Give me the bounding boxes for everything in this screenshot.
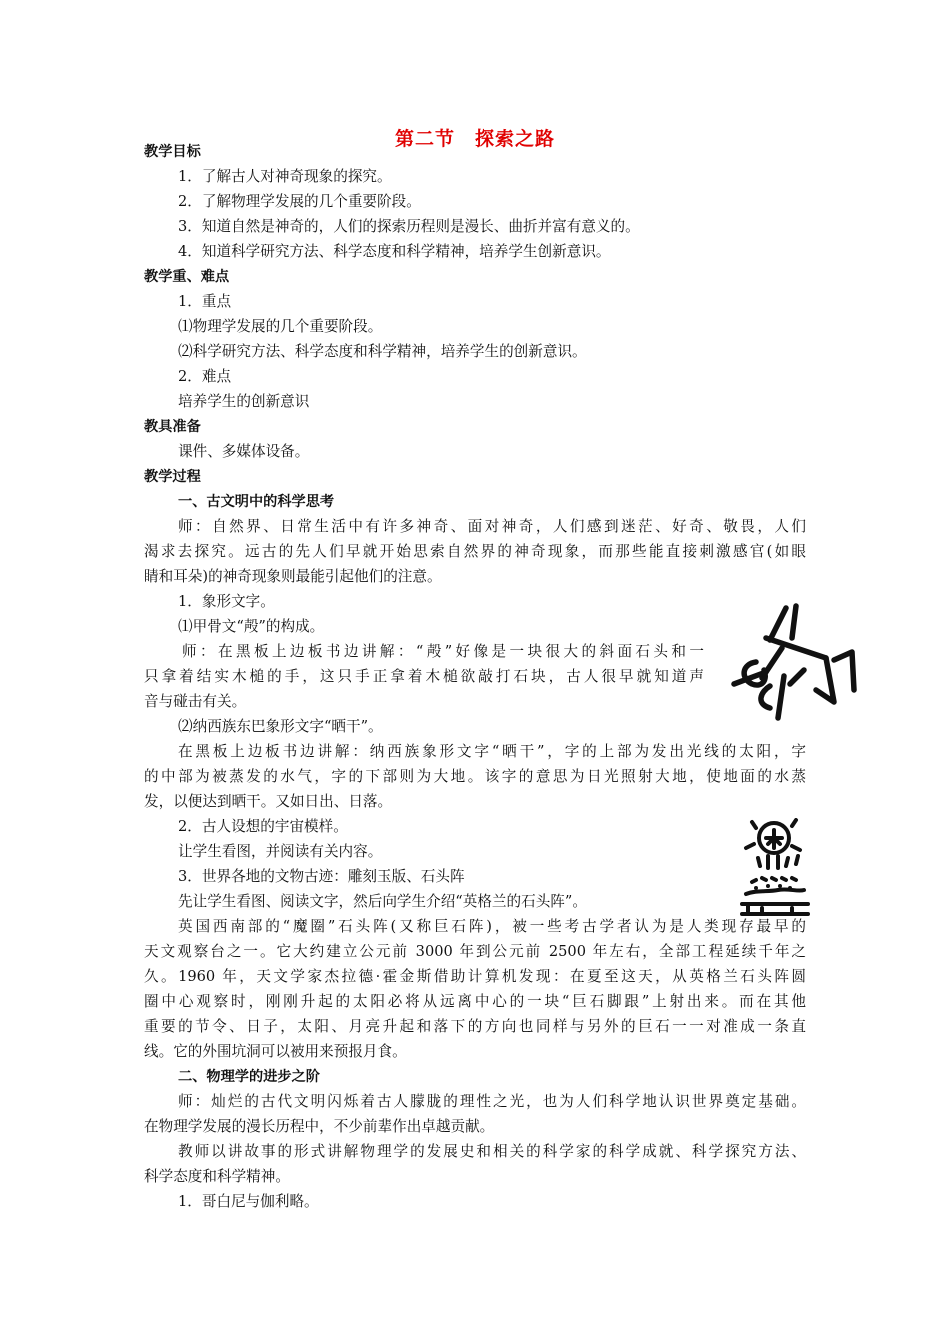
section-heading: 教学重、难点	[144, 269, 230, 285]
text-line: 先让学生看图、阅读文字，然后向学生介绍“英格兰的石头阵”。	[178, 893, 587, 910]
text-line: 睛和耳朵)的神奇现象则最能引起他们的注意。	[144, 568, 442, 585]
text-line: 的中部为被蒸发的水气，字的下部则为大地。该字的意思为日光照射大地，使地面的水蒸	[144, 768, 806, 785]
section-heading: 教学过程	[144, 469, 201, 485]
text-line: 线。它的外围坑洞可以被用来预报月食。	[144, 1043, 407, 1060]
text-line: 英国西南部的“魔圈”石头阵(又称巨石阵)，被一些考古学者认为是人类现存最早的	[178, 918, 806, 935]
text-line: 让学生看图，并阅读有关内容。	[178, 843, 383, 860]
text-line: 渴求去探究。远古的先人们早就开始思索自然界的神奇现象，而那些能直接刺激感官(如眼	[144, 543, 806, 560]
text-line: 师：灿烂的古代文明闪烁着古人朦胧的理性之光，也为人们科学地认识世界奠定基础。	[178, 1093, 806, 1110]
text-line: ⑵纳西族东巴象形文字“晒干”。	[178, 718, 383, 735]
text-line: ⑴物理学发展的几个重要阶段。	[178, 318, 383, 335]
text-line: 圈中心观察时，刚刚升起的太阳必将从远离中心的一块“巨石脚跟”上射出来。而在其他	[144, 993, 806, 1010]
text-line: 在黑板上边板书边讲解：纳西族象形文字“晒干”，字的上部为发出光线的太阳，字	[178, 743, 806, 760]
text-line: 重要的节令、日子，太阳、月亮升起和落下的方向也同样与另外的巨石一一对准成一条直	[144, 1018, 806, 1035]
text-line: 1．了解古人对神奇现象的探究。	[178, 168, 392, 185]
text-line: 4．知道科学研究方法、科学态度和科学精神，培养学生创新意识。	[178, 243, 611, 260]
text-line: 科学态度和科学精神。	[144, 1168, 290, 1185]
oracle-bone-character-image	[726, 600, 858, 722]
text-line: 发，以便达到晒干。又如日出、日落。	[144, 793, 393, 810]
text-line: 天文观察台之一。它大约建立公元前 3000 年到公元前 2500 年左右，全部工程延续千年之	[144, 943, 806, 960]
text-line: 3．世界各地的文物古迹：雕刻玉版、石头阵	[178, 868, 465, 885]
text-line: 在物理学发展的漫长历程中，不少前辈作出卓越贡献。	[144, 1118, 495, 1135]
section-heading: 二、物理学的进步之阶	[178, 1069, 320, 1085]
section-heading: 教具准备	[144, 419, 201, 435]
text-line: 教师以讲故事的形式讲解物理学的发展史和相关的科学家的科学成就、科学探究方法、	[178, 1143, 806, 1160]
text-line: 1．象形文字。	[178, 593, 275, 610]
dongba-pictograph-image	[732, 818, 812, 920]
text-line: 音与碰击有关。	[144, 693, 247, 710]
section-heading: 教学目标	[144, 144, 201, 160]
text-line: ⑵科学研究方法、科学态度和科学精神，培养学生的创新意识。	[178, 343, 587, 360]
text-line: ⑴甲骨文“殸”的构成。	[178, 618, 325, 635]
text-line: 培养学生的创新意识	[178, 393, 310, 410]
section-heading: 一、古文明中的科学思考	[178, 494, 335, 510]
text-line: 课件、多媒体设备。	[178, 443, 310, 460]
text-line: 师：在黑板上边板书边讲解：“殸”好像是一块很大的斜面石头和一	[182, 643, 704, 660]
text-line: 2．难点	[178, 368, 232, 385]
text-line: 1．重点	[178, 293, 232, 310]
text-line: 2．了解物理学发展的几个重要阶段。	[178, 193, 421, 210]
text-line: 1．哥白尼与伽利略。	[178, 1193, 319, 1210]
text-line: 2．古人设想的宇宙模样。	[178, 818, 348, 835]
text-line: 久。1960 年，天文学家杰拉德·霍金斯借助计算机发现：在夏至这天，从英格兰石头阵圆	[144, 968, 806, 985]
text-line: 3．知道自然是神奇的，人们的探索历程则是漫长、曲折并富有意义的。	[178, 218, 640, 235]
text-line: 师：自然界、日常生活中有许多神奇、面对神奇，人们感到迷茫、好奇、敬畏，人们	[178, 518, 806, 535]
page-title: 第二节 探索之路	[394, 128, 555, 150]
text-line: 只拿着结实木槌的手，这只手正拿着木槌欲敲打石块，古人很早就知道声	[144, 668, 704, 685]
